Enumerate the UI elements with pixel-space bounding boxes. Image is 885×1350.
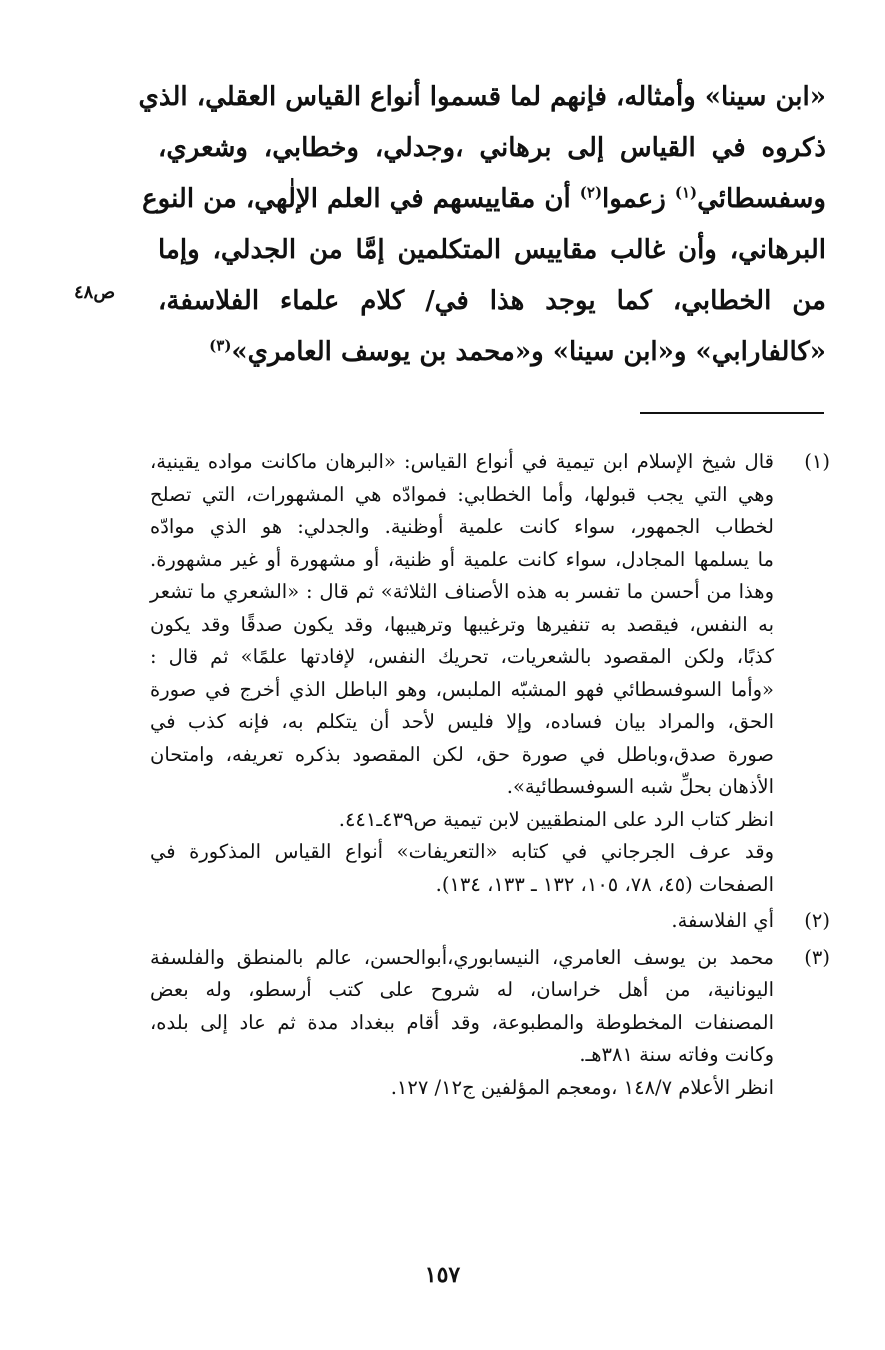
footnote-separator: [640, 412, 824, 414]
footnote-ref-2[interactable]: (٢): [579, 183, 603, 202]
footnote-line: الصفحات (٤٥، ٧٨، ١٠٥، ١٣٢ ـ ١٣٣، ١٣٤).: [435, 872, 774, 896]
margin-page-reference: ص٤٨: [74, 282, 116, 303]
main-line-2: ذكروه في القياس إلى برهاني ،وجدلي، وخطابي، وشعري،: [158, 133, 826, 163]
main-line-1: «ابن سينا» وأمثاله، فإنهم لما قسموا أنواع القياس العقلي، الذي: [138, 82, 826, 112]
footnote-line: قال شيخ الإسلام ابن تيمية في أنواع القياس: «البرهان ماكانت مواده يقينية،: [150, 450, 774, 473]
page-number: ١٥٧: [424, 1262, 461, 1288]
footnote-line: لخطاب الجمهور، سواء كانت علمية أوظنية. والجدلي: هو الذي موادّه: [150, 515, 774, 538]
footnote-ref-1[interactable]: (١): [674, 183, 698, 202]
footnote-line: وقد عرف الجرجاني في كتابه «التعريفات» أنواع القياس المذكورة في: [150, 840, 774, 863]
main-line-3: [142, 174, 826, 225]
main-text: [138, 72, 826, 378]
footnote-line: المصنفات المخطوطة والمطبوعة، وقد أقام ببغداد مدة ثم عاد إلى بلده،: [150, 1010, 774, 1034]
footnote-number: (٢): [804, 909, 830, 932]
footnote-body: [150, 905, 774, 938]
footnote-line: الأذهان بحلِّ شبه السوفسطائية».: [506, 775, 774, 798]
footnote-line: وهذا من أحسن ما تفسر به هذه الأصناف الثلاثة» ثم قال : «الشعري ما تشعر: [150, 580, 774, 603]
footnote-line: الحق، والمراد بيان فساده، وإلا فليس لأحد أن يتكلم به، فإنه كذب في: [150, 710, 774, 733]
main-line-3-middle: زعموا: [602, 184, 675, 214]
footnote-line: به النفس، فيقصد به تنفيرها وترغيبها وترهيبها، وقد يكون صدقًا وقد يكون: [150, 612, 774, 636]
footnote-line: وكانت وفاته سنة ٣٨١هـ.: [579, 1043, 774, 1066]
footnote-line: «وأما السوفسطائي فهو المشبّه الملبس، وهو الباطل الذي أخرج في صورة: [150, 677, 774, 701]
footnote-line: انظر الأعلام ١٤٨/٧ ،ومعجم المؤلفين ج١٢/ ١٢٧.: [390, 1075, 774, 1099]
footnote-line: كذبًا، ولكن المقصود بالشعريات، تحريك النفس، لإفادتها علمًا» ثم قال :: [150, 645, 774, 668]
footnote-body: [150, 942, 774, 1105]
main-line-5: من الخطابي، كما يوجد هذا في/ كلام علماء الفلاسفة،: [158, 286, 826, 316]
footnote-line: أي الفلاسفة.: [671, 909, 774, 932]
footnote-2: [150, 905, 830, 938]
footnotes: [150, 446, 830, 1108]
footnote-line: محمد بن يوسف العامري، النيسابوري،أبوالحسن، عالم بالمنطق والفلسفة: [150, 945, 774, 969]
footnote-ref-3[interactable]: (٣): [209, 336, 232, 355]
main-line-6-text: «كالفارابي» و«ابن سينا» و«محمد بن يوسف العامري»: [231, 337, 826, 367]
footnote-line: انظر كتاب الرد على المنطقيين لابن تيمية ص٤٣٩ـ٤٤١.: [338, 807, 774, 831]
footnote-body: [150, 446, 774, 901]
footnote-line: صورة صدق،وباطل في صورة حق، لكن المقصود بذكره تعريفه، وامتحان: [150, 742, 774, 766]
footnote-1: [150, 446, 830, 901]
footnote-number: (١): [804, 450, 830, 473]
footnote-line: ما يسلمها المجادل، سواء كانت علمية أو ظنية، أو مشهورة أو غير مشهورة.: [150, 547, 774, 571]
footnote-number: (٣): [804, 945, 830, 969]
main-line-4: البرهاني، وأن غالب مقاييس المتكلمين إمَّا من الجدلي، وإما: [158, 235, 826, 265]
main-line-6: [158, 327, 826, 378]
footnote-line: وهي التي يجب قبولها، وأما الخطابي: فموادّه هي المشهورات، التي تصلح: [150, 482, 774, 506]
footnote-line: اليونانية، من أهل خراسان، له شروح على كتب أرسطو، وله بعض: [150, 978, 774, 1001]
footnote-3: [150, 942, 830, 1105]
main-line-3-start: وسفسطائي: [697, 184, 826, 214]
main-line-3-end: أن مقاييسهم في العلم الإلٰهي، من النوع: [142, 184, 580, 214]
